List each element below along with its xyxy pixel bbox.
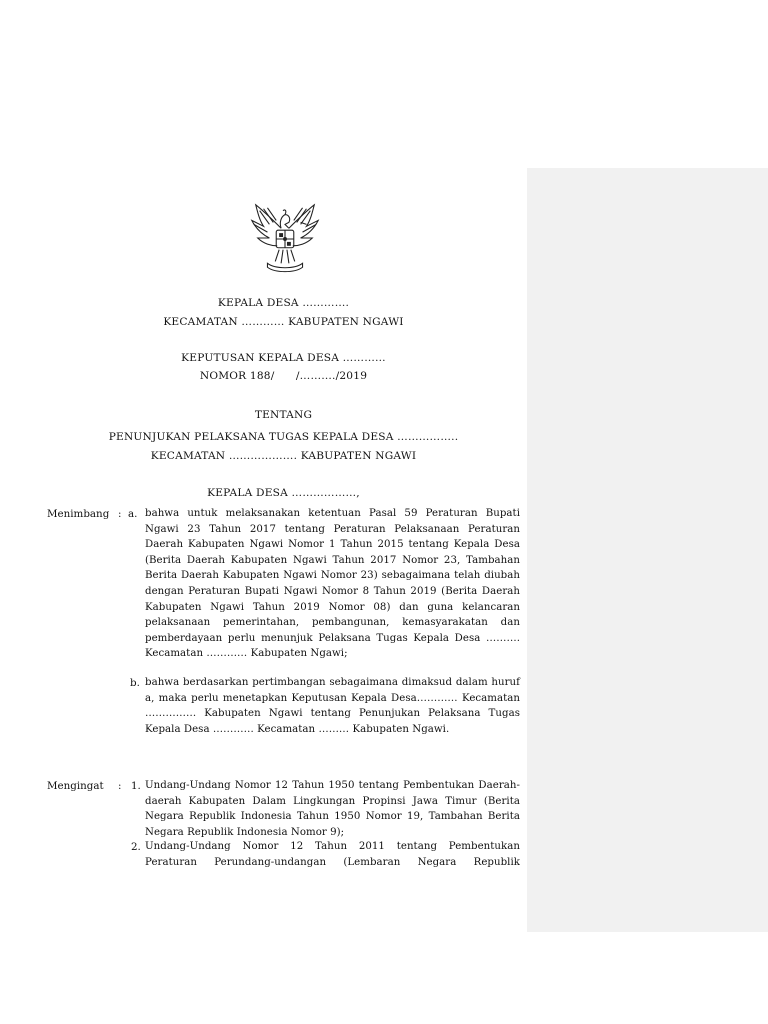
issuer-line: KEPALA DESA ………………, (207, 487, 360, 499)
mengingat-label: Mengingat (47, 780, 104, 792)
decree-subject-line2: KECAMATAN ………………. KABUPATEN NGAWI (150, 450, 417, 462)
menimbang-colon: : (118, 508, 122, 520)
menimbang-marker-a: a. (128, 508, 138, 520)
mengingat-marker-1: 1. (131, 780, 141, 792)
about-label: TENTANG (254, 409, 313, 421)
comment-pane (527, 168, 768, 932)
garuda-emblem-icon (246, 199, 324, 277)
menimbang-label: Menimbang (47, 508, 110, 520)
menimbang-item-b: bahwa berdasarkan pertimbangan sebagaimana dimaksud dalam huruf a, maka perlu menetapkan Keputusan Kepala Desa………… Kecamatan …………… Kabupaten Ngawi tentang Penunjukan Pelaksana Tugas Kepala Desa ………… Kecamatan ……… Kabupaten Ngawi. (145, 677, 520, 735)
header-village-head: KEPALA DESA …………. (217, 297, 350, 309)
mengingat-colon: : (118, 780, 122, 792)
menimbang-item-a: bahwa untuk melaksanakan ketentuan Pasal 59 Peraturan Bupati Ngawi 23 Tahun 2017 tentang Peraturan Pelaksanaan Peraturan Daerah Kabupaten Ngawi Nomor 1 Tahun 2015 tentang Kepala Desa (Berita Daerah Kabupaten Ngawi Tahun 2017 Nomor 23, Tambahan Berita Daerah Kabupaten Ngawi Nomor 23) sebagaimana telah diubah dengan Peraturan Bupati Ngawi Nomor 8 Tahun 2019 (Berita Daerah Kabupaten Ngawi Tahun 2019 Nomor 08) dan guna kelancaran pelaksanaan pemerintahan, pembangunan, kemasyarakatan dan pemberdayaan perlu menunjuk Pelaksana Tugas Kepala Desa ………. Kecamatan ………… Kabupaten Ngawi; (145, 508, 520, 660)
header-subdistrict: KECAMATAN ………… KABUPATEN NGAWI (163, 316, 404, 328)
decree-title: KEPUTUSAN KEPALA DESA ………… (181, 352, 386, 364)
decree-subject-line1: PENUNJUKAN PELAKSANA TUGAS KEPALA DESA …………….. (108, 431, 459, 443)
decree-number: NOMOR 188/ /………./2019 (199, 370, 368, 382)
mengingat-marker-2: 2. (131, 841, 141, 853)
menimbang-marker-b: b. (130, 677, 140, 689)
mengingat-item-1: Undang-Undang Nomor 12 Tahun 1950 tentang Pembentukan Daerah-daerah Kabupaten Dalam Lingkungan Propinsi Jawa Timur (Berita Negara Republik Indonesia Tahun 1950 Nomor 19, Tambahan Berita Negara Republik Indonesia Nomor 9); (145, 780, 520, 838)
mengingat-item-2: Undang-Undang Nomor 12 Tahun 2011 tentang Pembentukan Peraturan Perundang-undangan (Lembaran Negara Republik (145, 841, 520, 868)
